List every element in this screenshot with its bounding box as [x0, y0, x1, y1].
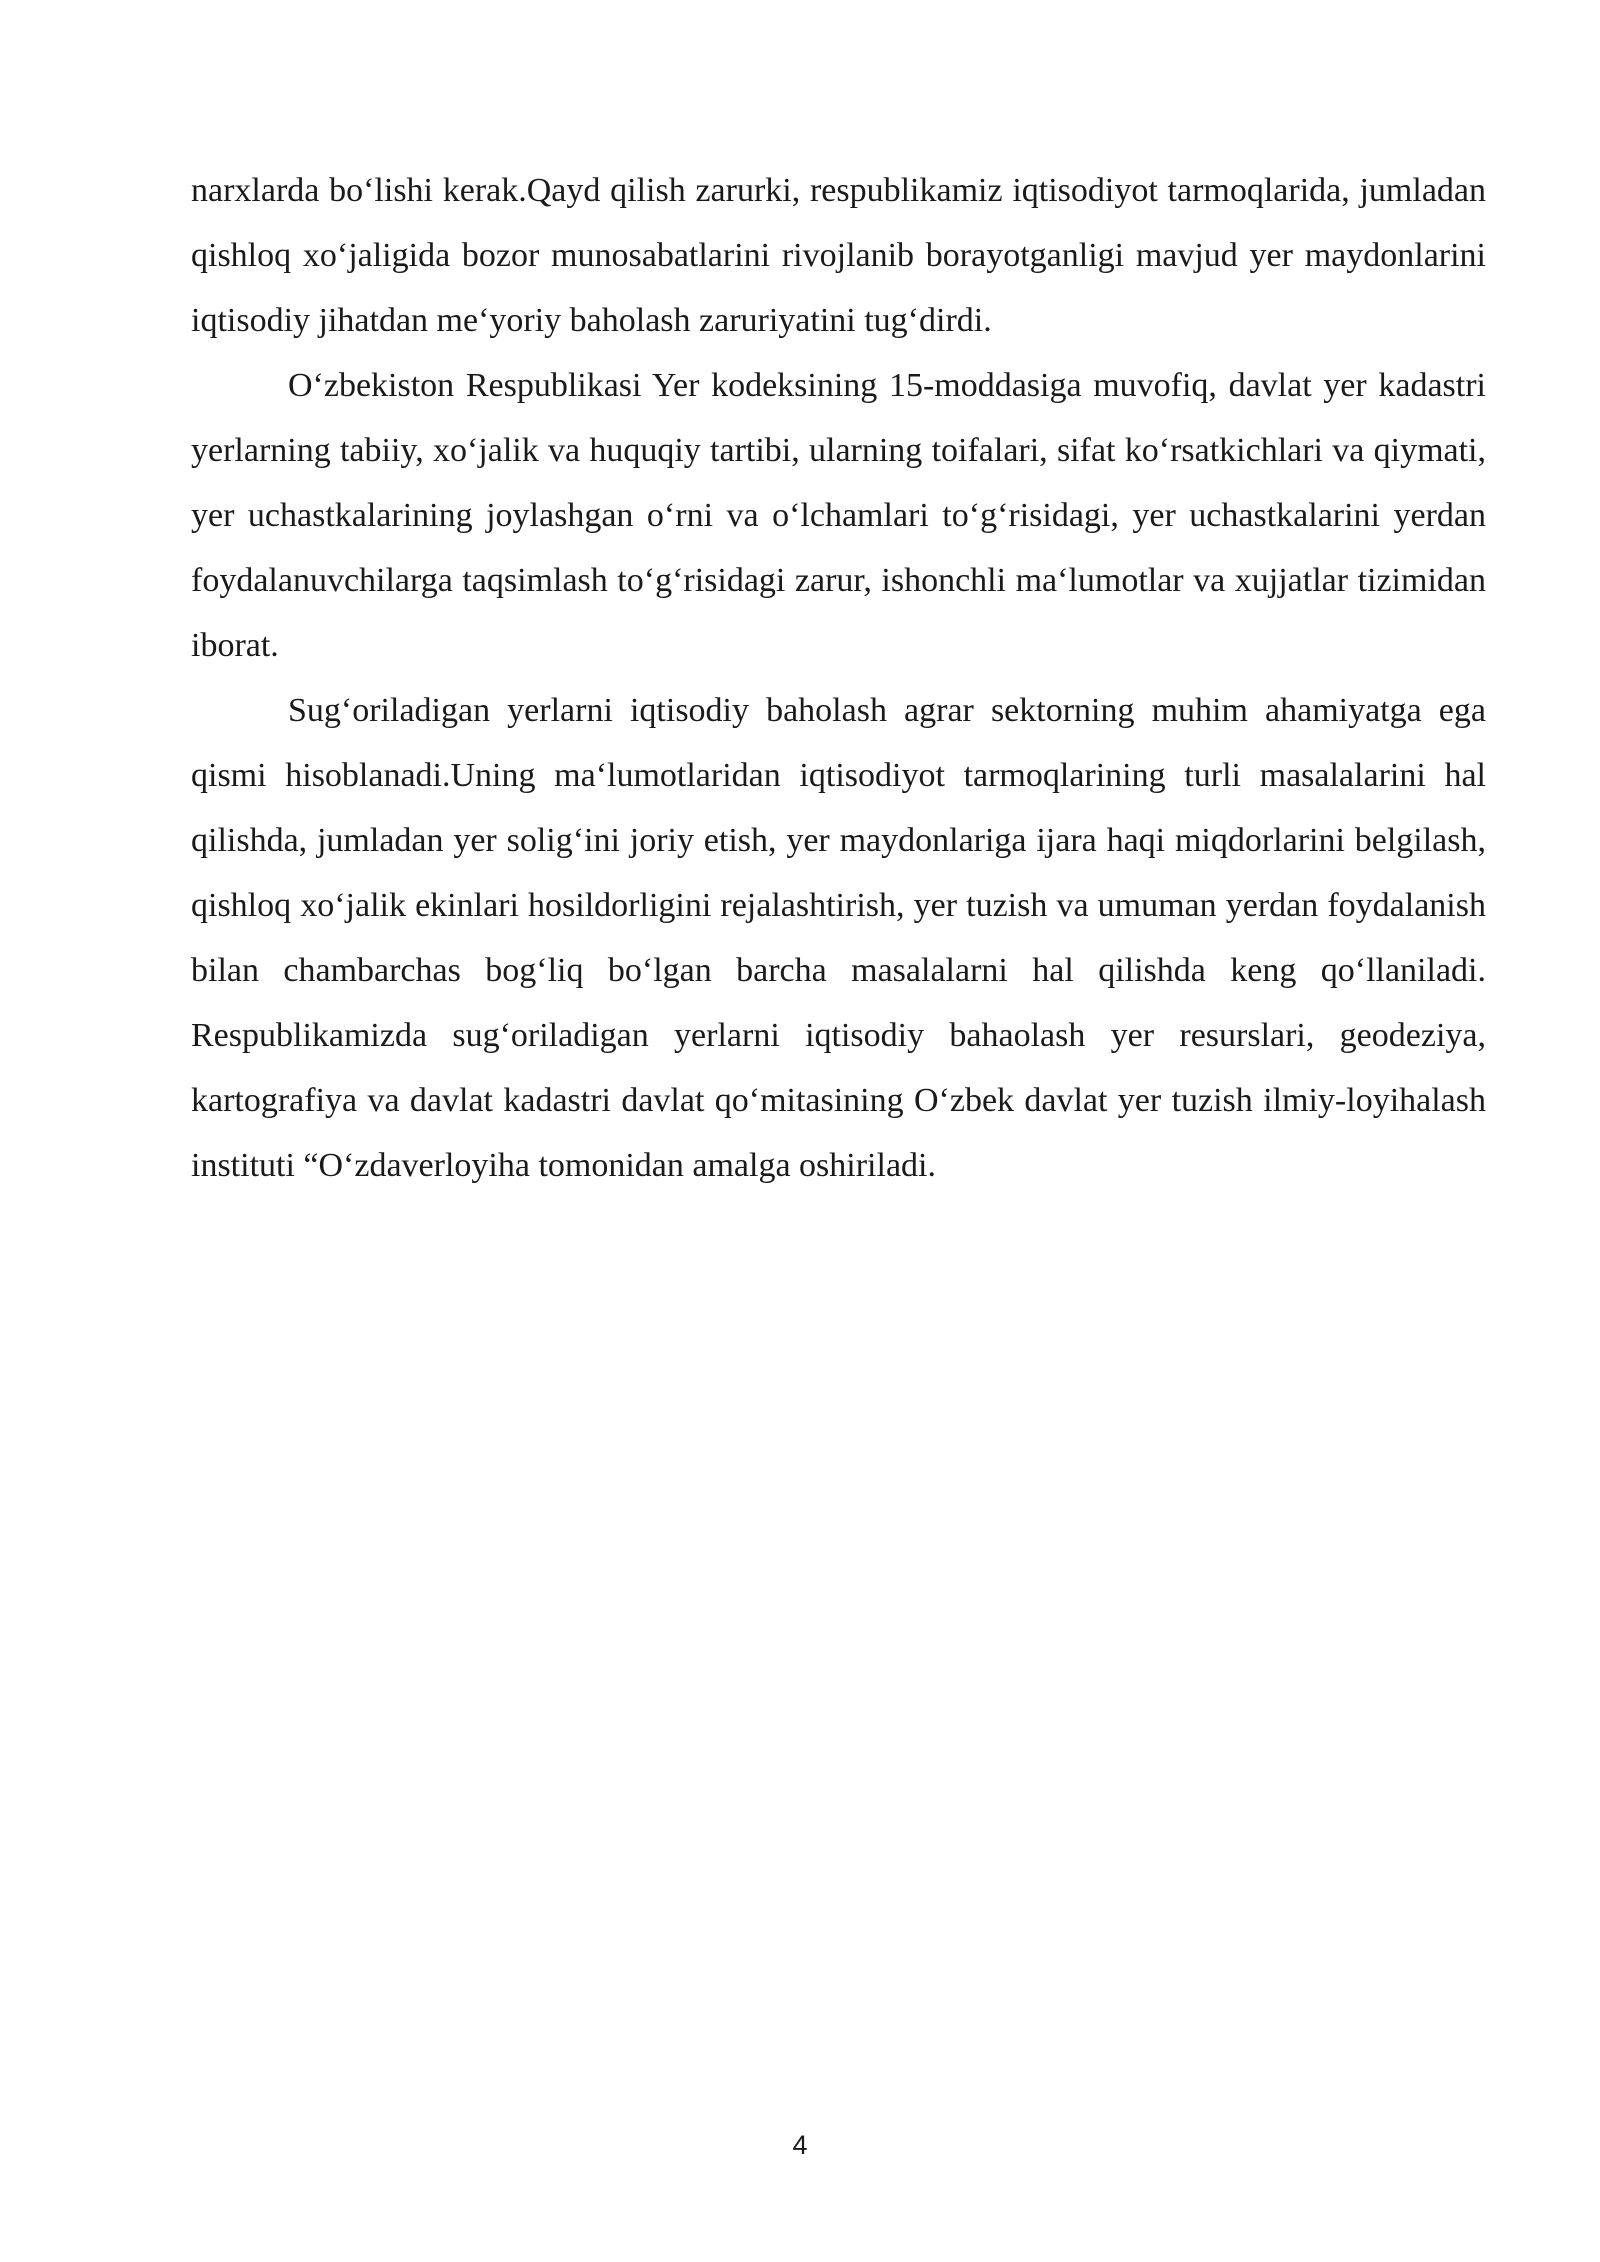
- paragraph-irrigated-land-valuation: Sug‘oriladigan yerlarni iqtisodiy baholash agrar sektorning muhim ahamiyatga ega qismi hisoblanadi.Uning ma‘lumotlaridan iqtisodiyot tarmoqlarining turli masalalarini hal qilishda, jumladan yer solig‘ini joriy etish, yer maydonlariga ijara haqi miqdorlarini belgilash, qishloq xo‘jalik ekinlari hosildorligini rejalashtirish, yer tuzish va umuman yerdan foydalanish bilan chambarchas bog‘liq bo‘lgan barcha masalalarni hal qilishda keng qo‘llaniladi. Respublikamizda sug‘oriladigan yerlarni iqtisodiy bahaolash yer resurslari, geodeziya, kartografiya va davlat kadastri davlat qo‘mitasining O‘zbek davlat yer tuzish ilmiy-loyihalash instituti “O‘zdaverloyiha tomonidan amalga oshiriladi.: [191, 692, 1486, 1184]
- paragraph-continuation: narxlarda bo‘lishi kerak.Qayd qilish zarurki, respublikamiz iqtisodiyot tarmoqlarida, jumladan qishloq xo‘jaligida bozor munosabatlarini rivojlanib borayotganligi mavjud yer maydonlarini iqtisodiy jihatdan me‘yoriy baholash zaruriyatini tug‘dirdi.: [191, 172, 1486, 339]
- body-text: [191, 158, 1486, 1198]
- paragraph-land-cadastre: O‘zbekiston Respublikasi Yer kodeksining 15-moddasiga muvofiq, davlat yer kadastri yerlarning tabiiy, xo‘jalik va huquqiy tartibi, ularning toifalari, sifat ko‘rsatkichlari va qiymati, yer uchastkalarining joylashgan o‘rni va o‘lchamlari to‘g‘risidagi, yer uchastkalarini yerdan foydalanuvchilarga taqsimlash to‘g‘risidagi zarur, ishonchli ma‘lumotlar va xujjatlar tizimidan iborat.: [191, 367, 1486, 664]
- page-number: 4: [792, 2130, 808, 2160]
